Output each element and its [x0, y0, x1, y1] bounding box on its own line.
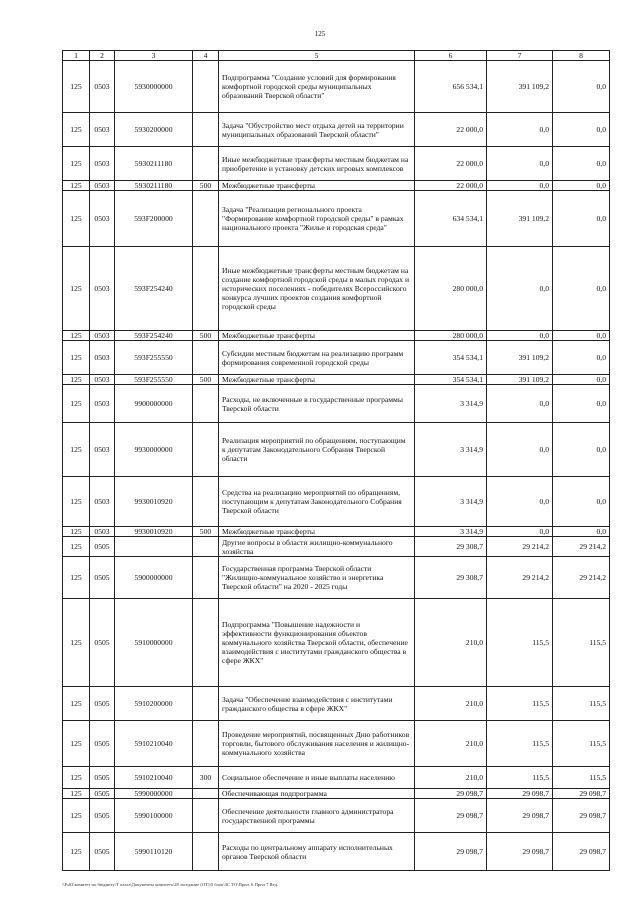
- column-header: 4: [193, 51, 219, 61]
- cell-name: Обеспечение деятельности главного администратора государственной программы: [219, 799, 415, 833]
- cell-subsection: 0505: [90, 599, 115, 687]
- table-row: [63, 247, 610, 331]
- cell-expense-type: 300: [193, 767, 219, 789]
- cell-amount-col8: 0,0: [553, 181, 610, 191]
- cell-section: 125: [63, 537, 90, 557]
- cell-expense-type: [193, 113, 219, 147]
- cell-target-article: 593F255550: [115, 341, 193, 375]
- cell-name: Средства на реализацию мероприятий по обращениям, поступающим к депутатам Законодательного Собрания Тверской области: [219, 477, 415, 527]
- cell-amount-col8: 0,0: [553, 191, 610, 247]
- cell-expense-type: 500: [193, 375, 219, 385]
- cell-section: 125: [63, 113, 90, 147]
- cell-amount-col8: 29 098,7: [553, 789, 610, 799]
- cell-amount-col7: 391 109,2: [487, 191, 553, 247]
- cell-amount-col6: 280 000,0: [415, 247, 487, 331]
- cell-target-article: 593F255550: [115, 375, 193, 385]
- cell-subsection: 0503: [90, 61, 115, 113]
- cell-name: Задача "Обустройство мест отдыха детей на территории муниципальных образований Тверской области": [219, 113, 415, 147]
- cell-amount-col6: 210,0: [415, 721, 487, 767]
- cell-amount-col8: 0,0: [553, 527, 610, 537]
- cell-name: Подпрограмма "Создание условий для формирования комфортной городской среды муниципальных образований Тверской области": [219, 61, 415, 113]
- cell-amount-col7: 0,0: [487, 527, 553, 537]
- cell-target-article: 9930010920: [115, 477, 193, 527]
- cell-section: 125: [63, 833, 90, 871]
- cell-amount-col7: 29 098,7: [487, 789, 553, 799]
- cell-amount-col6: 3 314,9: [415, 527, 487, 537]
- column-header: 3: [115, 51, 193, 61]
- cell-amount-col8: 0,0: [553, 331, 610, 341]
- cell-subsection: 0503: [90, 247, 115, 331]
- table-row: [63, 181, 610, 191]
- cell-name: Субсидии местным бюджетам на реализацию программ формирования современной городской среды: [219, 341, 415, 375]
- cell-target-article: 5990110120: [115, 833, 193, 871]
- cell-amount-col7: 0,0: [487, 477, 553, 527]
- cell-amount-col6: 210,0: [415, 687, 487, 721]
- cell-expense-type: [193, 247, 219, 331]
- cell-name: Проведение мероприятий, посвященных Дню работников торговли, бытового обслуживания населения и жилищно-коммунального хозяйства: [219, 721, 415, 767]
- table-row: [63, 599, 610, 687]
- cell-amount-col8: 29 098,7: [553, 799, 610, 833]
- table-row: [63, 113, 610, 147]
- cell-expense-type: [193, 191, 219, 247]
- cell-name: Иные межбюджетные трансферты местным бюджетам на приобретение и установку детских игровых комплексов: [219, 147, 415, 181]
- cell-amount-col6: 3 314,9: [415, 477, 487, 527]
- cell-subsection: 0505: [90, 799, 115, 833]
- cell-expense-type: [193, 789, 219, 799]
- cell-subsection: 0503: [90, 147, 115, 181]
- table-row: [63, 331, 610, 341]
- cell-target-article: 5910210040: [115, 721, 193, 767]
- cell-expense-type: [193, 385, 219, 423]
- cell-amount-col6: 29 098,7: [415, 833, 487, 871]
- cell-target-article: 9930000000: [115, 423, 193, 477]
- cell-expense-type: [193, 477, 219, 527]
- cell-amount-col7: 29 098,7: [487, 799, 553, 833]
- cell-amount-col6: 3 314,9: [415, 423, 487, 477]
- cell-amount-col6: 3 314,9: [415, 385, 487, 423]
- cell-subsection: 0505: [90, 789, 115, 799]
- cell-target-article: 5900000000: [115, 557, 193, 599]
- cell-section: 125: [63, 599, 90, 687]
- column-header: 1: [63, 51, 90, 61]
- cell-amount-col6: 280 000,0: [415, 331, 487, 341]
- cell-target-article: 5910210040: [115, 767, 193, 789]
- cell-subsection: 0503: [90, 477, 115, 527]
- cell-expense-type: [193, 599, 219, 687]
- cell-amount-col8: 115,5: [553, 599, 610, 687]
- cell-section: 125: [63, 181, 90, 191]
- table-row: [63, 375, 610, 385]
- cell-expense-type: [193, 341, 219, 375]
- table-row: [63, 789, 610, 799]
- cell-amount-col7: 29 098,7: [487, 833, 553, 871]
- cell-amount-col6: 29 098,7: [415, 799, 487, 833]
- table-row: [63, 423, 610, 477]
- cell-name: Реализация мероприятий по обращениям, поступающим к депутатам Законодательного Собрания Тверской области: [219, 423, 415, 477]
- cell-amount-col8: 0,0: [553, 423, 610, 477]
- cell-section: 125: [63, 721, 90, 767]
- cell-name: Иные межбюджетные трансферты местным бюджетам на создание комфортной городской среды в малых городах и исторических поселениях - победителях Всероссийского конкурса лучших проектов создания комфортной городской среды: [219, 247, 415, 331]
- cell-amount-col7: 0,0: [487, 385, 553, 423]
- cell-section: 125: [63, 147, 90, 181]
- cell-amount-col7: 391 109,2: [487, 375, 553, 385]
- cell-amount-col6: 656 534,1: [415, 61, 487, 113]
- cell-subsection: 0503: [90, 331, 115, 341]
- cell-section: 125: [63, 799, 90, 833]
- cell-amount-col6: 634 534,1: [415, 191, 487, 247]
- cell-expense-type: 500: [193, 181, 219, 191]
- cell-amount-col7: 115,5: [487, 599, 553, 687]
- table-row: [63, 61, 610, 113]
- cell-name: Межбюджетные трансферты: [219, 375, 415, 385]
- column-header-row: [63, 51, 610, 61]
- cell-amount-col8: 0,0: [553, 247, 610, 331]
- table-row: [63, 477, 610, 527]
- cell-section: 125: [63, 557, 90, 599]
- table-row: [63, 147, 610, 181]
- cell-expense-type: [193, 833, 219, 871]
- cell-target-article: 5990100000: [115, 799, 193, 833]
- cell-name: Расходы по центральному аппарату исполнительных органов Тверской области: [219, 833, 415, 871]
- cell-target-article: 5930200000: [115, 113, 193, 147]
- cell-target-article: 5930211180: [115, 147, 193, 181]
- column-header: 6: [415, 51, 487, 61]
- cell-amount-col6: 210,0: [415, 599, 487, 687]
- table-row: [63, 385, 610, 423]
- cell-section: 125: [63, 423, 90, 477]
- cell-amount-col8: 0,0: [553, 375, 610, 385]
- cell-amount-col6: 29 308,7: [415, 557, 487, 599]
- cell-subsection: 0503: [90, 385, 115, 423]
- cell-expense-type: [193, 61, 219, 113]
- cell-subsection: 0503: [90, 375, 115, 385]
- cell-name: Государственная программа Тверской области "Жилищно-коммунальное хозяйство и энергетика Тверской области" на 2020 - 2025 годы: [219, 557, 415, 599]
- cell-expense-type: [193, 557, 219, 599]
- cell-amount-col7: 391 109,2: [487, 341, 553, 375]
- cell-name: Межбюджетные трансферты: [219, 331, 415, 341]
- cell-amount-col7: 115,5: [487, 687, 553, 721]
- cell-target-article: 5930000000: [115, 61, 193, 113]
- cell-amount-col8: 0,0: [553, 341, 610, 375]
- cell-amount-col8: 115,5: [553, 767, 610, 789]
- cell-target-article: 5910200000: [115, 687, 193, 721]
- cell-amount-col6: 210,0: [415, 767, 487, 789]
- column-header: 7: [487, 51, 553, 61]
- cell-target-article: 593F200000: [115, 191, 193, 247]
- cell-target-article: 593F254240: [115, 331, 193, 341]
- cell-name: Социальное обеспечение и иные выплаты населению: [219, 767, 415, 789]
- table-row: [63, 833, 610, 871]
- cell-section: 125: [63, 61, 90, 113]
- cell-amount-col8: 115,5: [553, 721, 610, 767]
- cell-section: 125: [63, 375, 90, 385]
- cell-subsection: 0505: [90, 833, 115, 871]
- cell-subsection: 0503: [90, 527, 115, 537]
- cell-section: 125: [63, 331, 90, 341]
- cell-subsection: 0505: [90, 687, 115, 721]
- cell-target-article: 5930211180: [115, 181, 193, 191]
- cell-amount-col8: 0,0: [553, 147, 610, 181]
- cell-amount-col8: 0,0: [553, 477, 610, 527]
- cell-target-article: 5910000000: [115, 599, 193, 687]
- cell-amount-col8: 0,0: [553, 385, 610, 423]
- table-row: [63, 191, 610, 247]
- table-row: [63, 687, 610, 721]
- cell-amount-col7: 391 109,2: [487, 61, 553, 113]
- cell-section: 125: [63, 687, 90, 721]
- table-row: [63, 799, 610, 833]
- cell-target-article: 9930010920: [115, 527, 193, 537]
- cell-section: 125: [63, 191, 90, 247]
- cell-amount-col8: 29 214,2: [553, 537, 610, 557]
- cell-name: Обеспечивающая подпрограмма: [219, 789, 415, 799]
- cell-expense-type: 500: [193, 527, 219, 537]
- column-header: 5: [219, 51, 415, 61]
- page-number: 125: [314, 30, 326, 38]
- table-row: [63, 527, 610, 537]
- cell-target-article: 5990000000: [115, 789, 193, 799]
- cell-subsection: 0505: [90, 537, 115, 557]
- cell-amount-col7: 0,0: [487, 181, 553, 191]
- cell-subsection: 0503: [90, 423, 115, 477]
- cell-name: Задача "Реализация регионального проекта "Формирование комфортной городской среды" в рамках национального проекта "Жилье и городская среда": [219, 191, 415, 247]
- cell-amount-col7: 0,0: [487, 247, 553, 331]
- cell-amount-col7: 0,0: [487, 113, 553, 147]
- cell-section: 125: [63, 385, 90, 423]
- cell-amount-col6: 22 000,0: [415, 113, 487, 147]
- cell-amount-col8: 0,0: [553, 113, 610, 147]
- cell-expense-type: [193, 721, 219, 767]
- cell-amount-col8: 0,0: [553, 61, 610, 113]
- cell-expense-type: [193, 423, 219, 477]
- cell-amount-col6: 354 534,1: [415, 375, 487, 385]
- cell-expense-type: [193, 537, 219, 557]
- cell-section: 125: [63, 527, 90, 537]
- table-row: [63, 341, 610, 375]
- cell-amount-col7: 115,5: [487, 767, 553, 789]
- cell-amount-col6: 22 000,0: [415, 147, 487, 181]
- cell-subsection: 0505: [90, 721, 115, 767]
- cell-amount-col7: 29 214,2: [487, 557, 553, 599]
- cell-name: Межбюджетные трансферты: [219, 527, 415, 537]
- column-header: 8: [553, 51, 610, 61]
- table-row: [63, 721, 610, 767]
- table-row: [63, 557, 610, 599]
- cell-amount-col7: 0,0: [487, 423, 553, 477]
- cell-subsection: 0503: [90, 113, 115, 147]
- cell-name: Подпрограмма "Повышение надежности и эффективности функционирования объектов коммунального хозяйства Тверской области, обеспечение взаимодействия с институтами гражданского общества в сфере ЖКХ": [219, 599, 415, 687]
- cell-amount-col7: 0,0: [487, 147, 553, 181]
- cell-section: 125: [63, 477, 90, 527]
- cell-subsection: 0503: [90, 181, 115, 191]
- cell-subsection: 0503: [90, 341, 115, 375]
- cell-target-article: 9900000000: [115, 385, 193, 423]
- budget-table: [62, 50, 610, 871]
- cell-expense-type: [193, 687, 219, 721]
- cell-target-article: [115, 537, 193, 557]
- cell-section: 125: [63, 247, 90, 331]
- cell-name: Расходы, не включенные в государственные программы Тверской области: [219, 385, 415, 423]
- cell-amount-col7: 0,0: [487, 331, 553, 341]
- cell-section: 125: [63, 341, 90, 375]
- cell-expense-type: [193, 147, 219, 181]
- column-header: 2: [90, 51, 115, 61]
- cell-target-article: 593F254240: [115, 247, 193, 331]
- cell-subsection: 0503: [90, 191, 115, 247]
- cell-amount-col6: 29 098,7: [415, 789, 487, 799]
- cell-amount-col6: 22 000,0: [415, 181, 487, 191]
- table-row: [63, 767, 610, 789]
- cell-subsection: 0505: [90, 767, 115, 789]
- cell-amount-col6: 354 534,1: [415, 341, 487, 375]
- cell-amount-col7: 29 214,2: [487, 537, 553, 557]
- table-row: [63, 537, 610, 557]
- cell-expense-type: 500: [193, 331, 219, 341]
- file-path-footer: \\Fs02\комитет по бюджету\Т ольга\Документы комитета\28 заседание (ОТ)\5 блок\ЗС ТО\Прил. 6 Прил 7 Вед.: [62, 882, 279, 887]
- cell-amount-col6: 29 308,7: [415, 537, 487, 557]
- cell-name: Межбюджетные трансферты: [219, 181, 415, 191]
- cell-name: Задача "Обеспечение взаимодействия с институтами гражданского общества в сфере ЖКХ": [219, 687, 415, 721]
- cell-expense-type: [193, 799, 219, 833]
- cell-subsection: 0505: [90, 557, 115, 599]
- cell-section: 125: [63, 789, 90, 799]
- cell-name: Другие вопросы в области жилищно-коммунального хозяйства: [219, 537, 415, 557]
- cell-amount-col7: 115,5: [487, 721, 553, 767]
- cell-amount-col8: 29 214,2: [553, 557, 610, 599]
- cell-section: 125: [63, 767, 90, 789]
- cell-amount-col8: 29 098,7: [553, 833, 610, 871]
- cell-amount-col8: 115,5: [553, 687, 610, 721]
